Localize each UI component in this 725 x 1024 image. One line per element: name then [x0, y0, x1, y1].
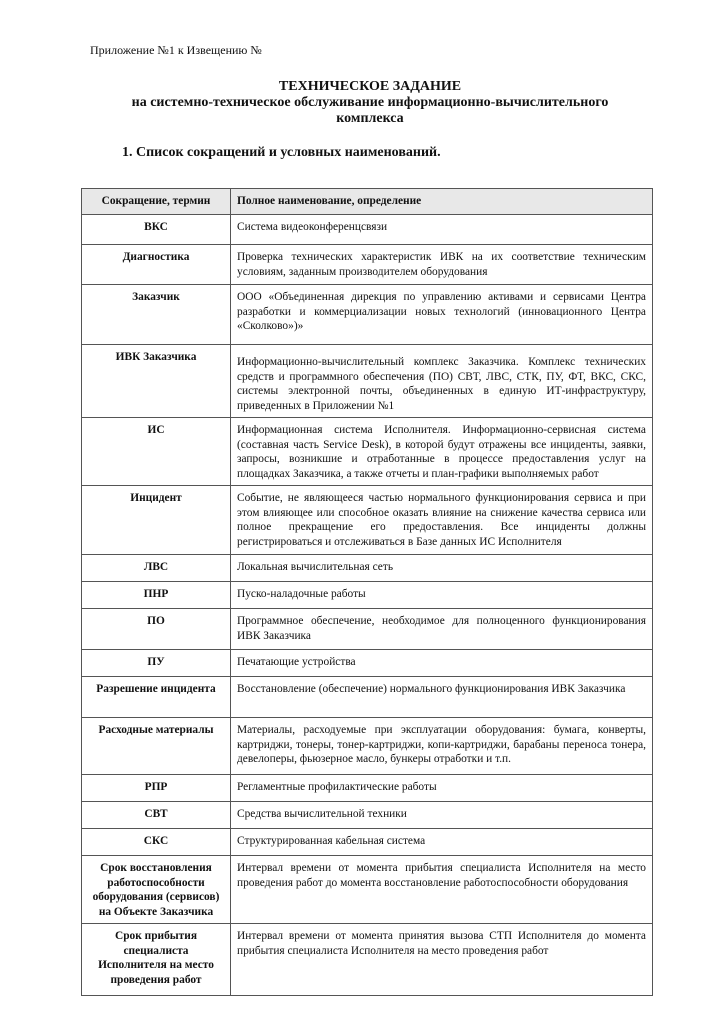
title-line-2: на системно-техническое обслуживание информационно-вычислительного комплекса: [131, 95, 609, 126]
term-cell: ВКС: [82, 215, 231, 245]
definition-cell: Интервал времени от момента принятия вызова СТП Исполнителя до момента прибытия специалиста Исполнителя на место проведения работ: [231, 924, 653, 996]
definition-cell: Средства вычислительной техники: [231, 802, 653, 829]
definition-cell: Система видеоконференцсвязи: [231, 215, 653, 245]
term-cell: ИС: [82, 418, 231, 486]
definition-cell: Программное обеспечение, необходимое для полноценного функционирования ИВК Заказчика: [231, 609, 653, 650]
title-line-1: ТЕХНИЧЕСКОЕ ЗАДАНИЕ: [278, 79, 462, 94]
term-cell: ЛВС: [82, 555, 231, 582]
definition-cell: Интервал времени от момента прибытия специалиста Исполнителя на место проведения работ до момента восстановление работоспособности оборудования: [231, 856, 653, 924]
term-cell: Разрешение инцидента: [82, 677, 231, 718]
definition-cell: Информационная система Исполнителя. Информационно-сервисная система (составная часть Service Desk), в которой будут отражены все инциденты, заявки, запросы, возникшие и отработанные в процессе предоставления услуг на площадках Заказчика, а также отчеты и план-графики выполняемых работ: [231, 418, 653, 486]
term-cell: Срок восстановления работоспособности оборудования (сервисов) на Объекте Заказчика: [82, 856, 231, 924]
term-cell: СВТ: [82, 802, 231, 829]
table-row: [82, 215, 653, 245]
table-row: [82, 650, 653, 677]
document-title: [100, 79, 640, 127]
term-cell: Заказчик: [82, 285, 231, 345]
definition-cell: Локальная вычислительная сеть: [231, 555, 653, 582]
column-header-definition: Полное наименование, определение: [231, 189, 653, 215]
table-row: [82, 677, 653, 718]
term-cell: Срок прибытия специалиста Исполнителя на место проведения работ: [82, 924, 231, 996]
definition-cell: Восстановление (обеспечение) нормального функционирования ИВК Заказчика: [231, 677, 653, 718]
table-header-row: [82, 189, 653, 215]
term-cell: ИВК Заказчика: [82, 345, 231, 418]
table-row: [82, 775, 653, 802]
section-heading: 1. Список сокращений и условных наименований.: [122, 145, 441, 160]
table-row: [82, 245, 653, 285]
definition-cell: Информационно-вычислительный комплекс Заказчика. Комплекс технических средств и программного обеспечения (ПО) СВТ, ЛВС, СТК, ПУ, ФТ, ВКС, СКС, системы электронной почты, объединенных в единую ИТ-инфраструктуру, приведенных в Приложении №1: [231, 345, 653, 418]
table-row: [82, 802, 653, 829]
term-cell: СКС: [82, 829, 231, 856]
term-cell: Диагностика: [82, 245, 231, 285]
term-cell: ПО: [82, 609, 231, 650]
table-row: [82, 609, 653, 650]
definition-cell: Проверка технических характеристик ИВК на их соответствие техническим условиям, заданным производителем оборудования: [231, 245, 653, 285]
term-cell: ПНР: [82, 582, 231, 609]
term-cell: Расходные материалы: [82, 718, 231, 775]
table-row: [82, 718, 653, 775]
abbreviations-table: [81, 188, 653, 996]
table-row: [82, 345, 653, 418]
table-row: [82, 924, 653, 996]
table-row: [82, 418, 653, 486]
definition-cell: Регламентные профилактические работы: [231, 775, 653, 802]
table-row: [82, 285, 653, 345]
definition-cell: Пуско-наладочные работы: [231, 582, 653, 609]
term-cell: Инцидент: [82, 486, 231, 555]
term-cell: РПР: [82, 775, 231, 802]
definition-cell: Структурированная кабельная система: [231, 829, 653, 856]
table-row: [82, 486, 653, 555]
table-row: [82, 856, 653, 924]
definition-cell: Печатающие устройства: [231, 650, 653, 677]
definition-cell: Материалы, расходуемые при эксплуатации оборудования: бумага, конверты, картриджи, тонеры, тонер-картриджи, копи-картриджи, барабаны переноса тонера, девелоперы, фьюзерное масло, бункеры отработки и т.п.: [231, 718, 653, 775]
table-row: [82, 582, 653, 609]
table-row: [82, 829, 653, 856]
appendix-reference: Приложение №1 к Извещению №: [90, 43, 262, 57]
definition-cell: ООО «Объединенная дирекция по управлению активами и сервисами Центра разработки и коммерциализации новых технологий (инновационного Центра «Сколково»)»: [231, 285, 653, 345]
definition-cell: Событие, не являющееся частью нормального функционирования сервиса и при этом влияющее или способное оказать влияние на снижение качества сервиса или полное прекращение его предоставления. Все инциденты должны регистрироваться и отслеживаться в Базе данных ИС Исполнителя: [231, 486, 653, 555]
table-row: [82, 555, 653, 582]
column-header-term: Сокращение, термин: [82, 189, 231, 215]
term-cell: ПУ: [82, 650, 231, 677]
